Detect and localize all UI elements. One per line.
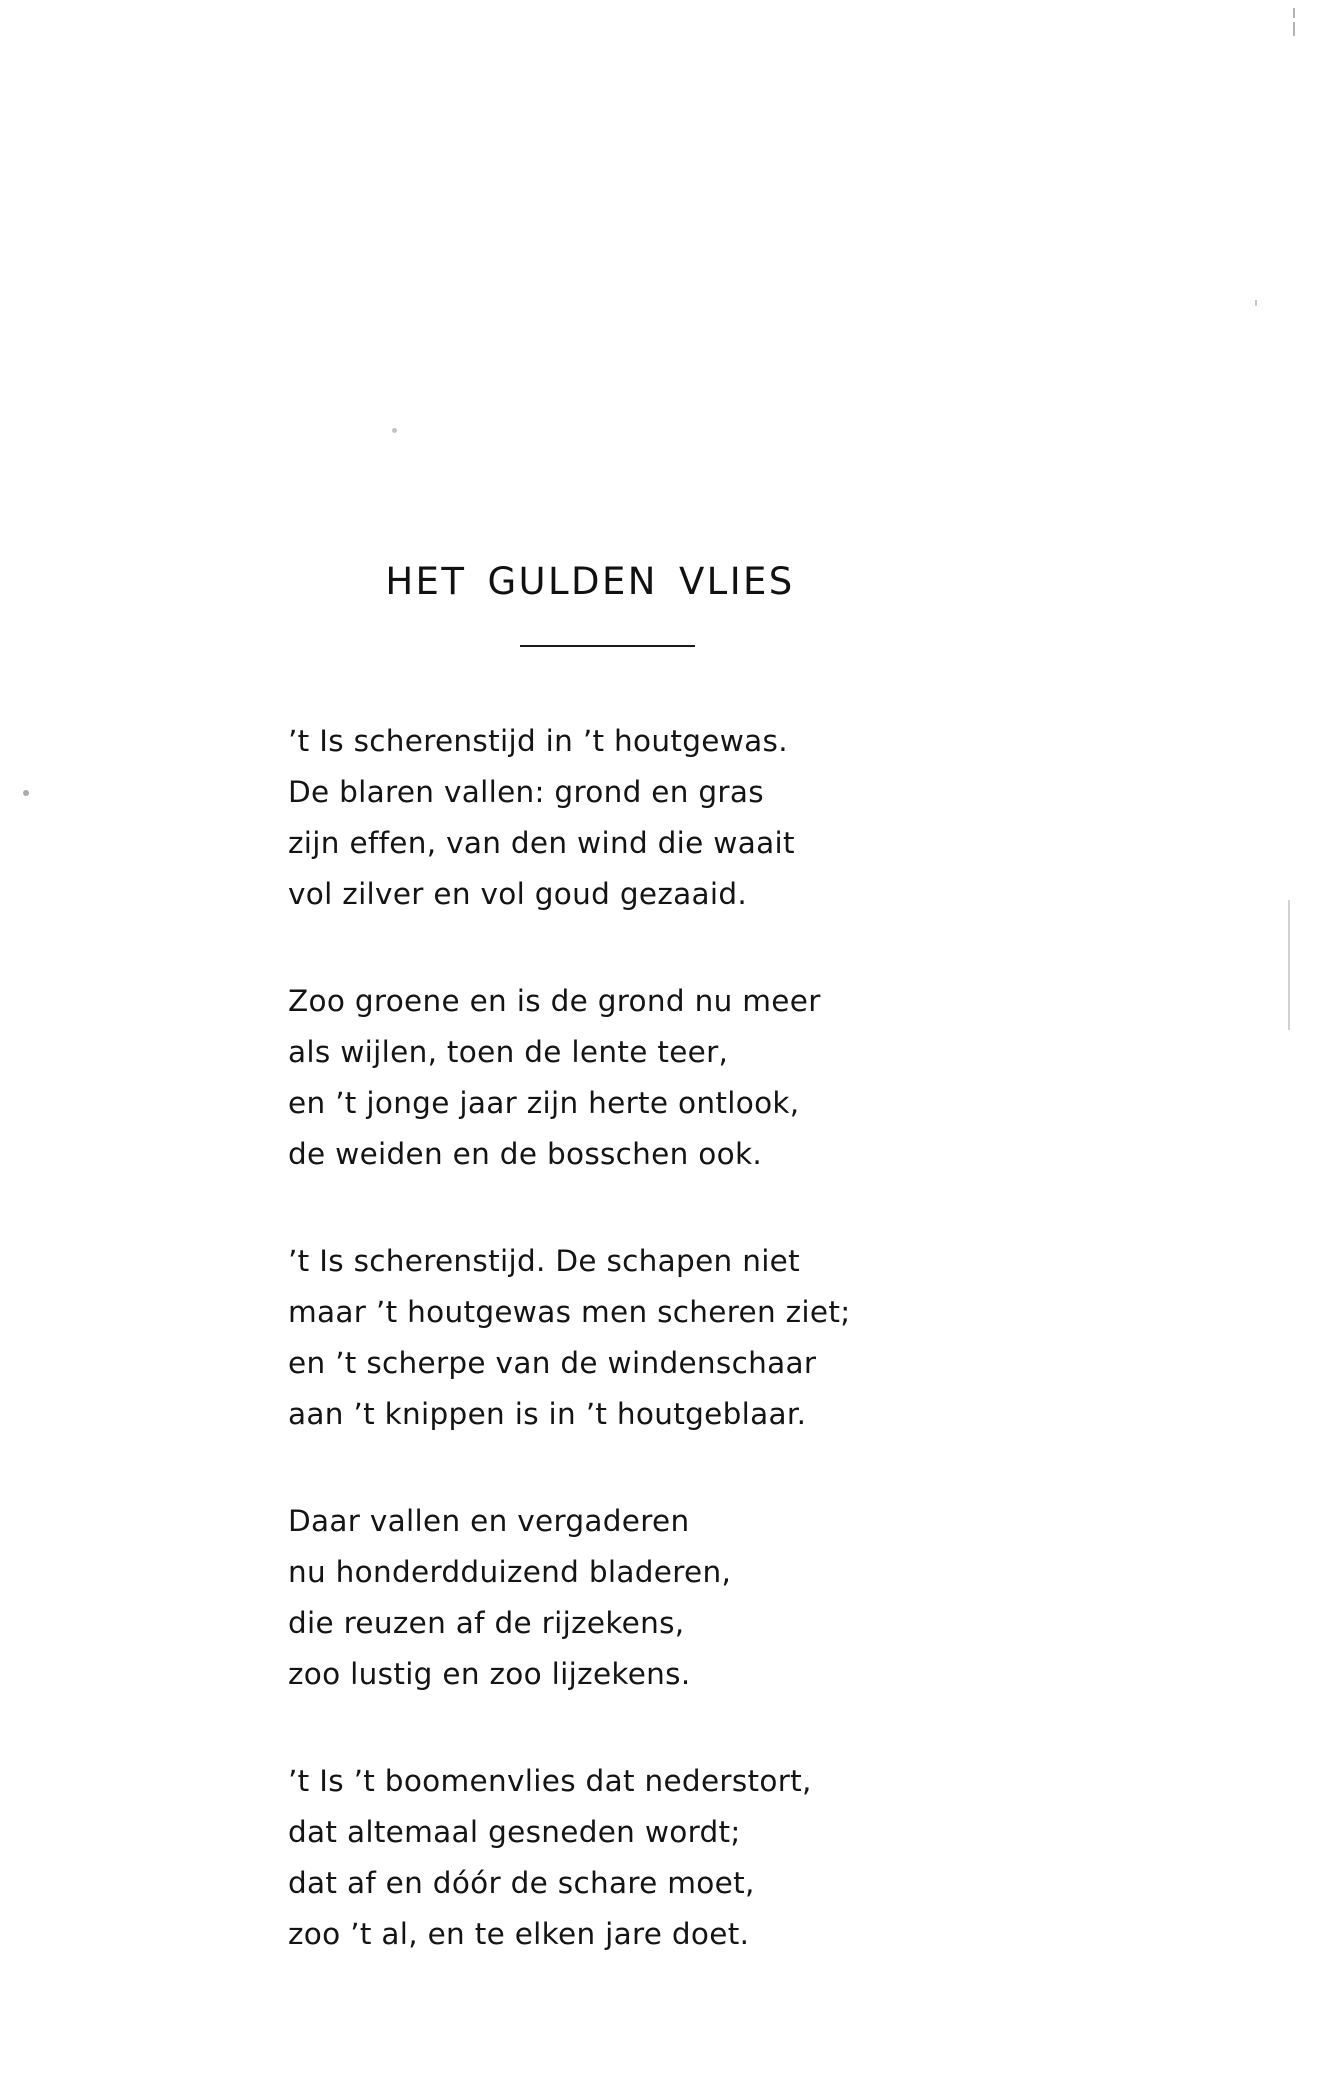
scan-artifact — [1293, 8, 1295, 18]
poem-line: Daar vallen en vergaderen — [288, 1504, 690, 1538]
page-title: HET GULDEN VLIES — [385, 559, 795, 603]
poem-line: ’t Is scherenstijd in ’t houtgewas. — [288, 724, 788, 758]
title-divider — [520, 645, 695, 647]
scan-artifact — [1288, 900, 1290, 1030]
poem-line: zoo lustig en zoo lijzekens. — [288, 1657, 691, 1691]
stanza — [288, 1496, 1048, 1700]
scan-artifact — [23, 790, 29, 796]
poem-line: Zoo groene en is de grond nu meer — [288, 984, 821, 1018]
poem-line: dat af en dóór de schare moet, — [288, 1866, 755, 1900]
stanza — [288, 1236, 1048, 1440]
poem-line: de weiden en de bosschen ook. — [288, 1137, 763, 1171]
poem-line: nu honderdduizend bladeren, — [288, 1555, 732, 1589]
poem-line: aan ’t knippen is in ’t houtgeblaar. — [288, 1397, 807, 1431]
poem-line: zijn effen, van den wind die waait — [288, 826, 795, 860]
poem-line: als wijlen, toen de lente teer, — [288, 1035, 729, 1069]
poem-line: zoo ’t al, en te elken jare doet. — [288, 1917, 750, 1951]
poem-line: en ’t jonge jaar zijn herte ontlook, — [288, 1086, 800, 1120]
poem-line: die reuzen af de rijzekens, — [288, 1606, 685, 1640]
poem-line: maar ’t houtgewas men scheren ziet; — [288, 1295, 851, 1329]
scan-artifact — [1293, 22, 1295, 36]
stanza — [288, 716, 1048, 920]
stanza — [288, 1756, 1048, 1960]
poem-line: dat altemaal gesneden wordt; — [288, 1815, 741, 1849]
stanza — [288, 976, 1048, 1180]
poem-line: De blaren vallen: grond en gras — [288, 775, 764, 809]
poem-line: ’t Is ’t boomenvlies dat nederstort, — [288, 1764, 812, 1798]
poem-line: vol zilver en vol goud gezaaid. — [288, 877, 748, 911]
scan-artifact — [392, 428, 397, 433]
poem-line: en ’t scherpe van de windenschaar — [288, 1346, 817, 1380]
scan-artifact — [1255, 300, 1257, 306]
poem-line: ’t Is scherenstijd. De schapen niet — [288, 1244, 800, 1278]
poem-body — [288, 716, 1048, 2016]
